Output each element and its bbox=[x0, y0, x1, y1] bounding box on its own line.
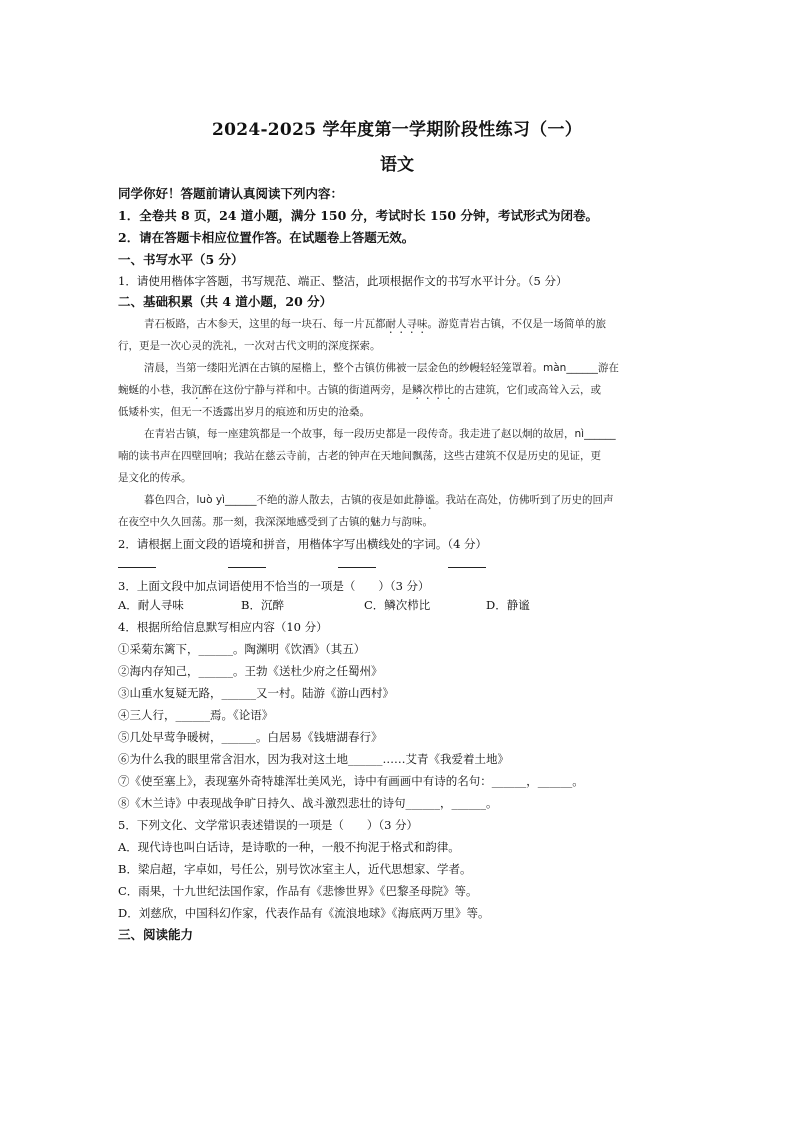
passage-line: 低矮朴实，但无一不透露出岁月的痕迹和历史的沧桑。 bbox=[118, 406, 370, 418]
answer-blank[interactable] bbox=[338, 557, 376, 568]
q4-item: ⑤几处早莺争暖树，______。白居易《钱塘湖春行》 bbox=[118, 730, 383, 744]
section-3-heading: 三、阅读能力 bbox=[118, 927, 194, 942]
question-3: 3．上面文段中加点词语使用不恰当的一项是（ ）（3 分） bbox=[118, 579, 430, 593]
q5-option-c[interactable]: C．雨果，十九世纪法国作家，作品有《悲惨世界》《巴黎圣母院》等。 bbox=[118, 884, 478, 898]
question-5: 5．下列文化、文学常识表述错误的一项是（ ）（3 分） bbox=[118, 818, 419, 832]
passage-line: 青石板路，古木参天，这里的每一块石、每一片瓦都耐人寻味。游览青岩古镇，不仅是一场简单的旅 bbox=[144, 318, 606, 330]
emphasized-word: 鳞次栉比 bbox=[412, 384, 454, 396]
passage-line: 清晨，当第一缕阳光洒在古镇的屋檐上，整个古镇仿佛被一层金色的纱幔轻轻笼罩着。màn______游在 bbox=[144, 362, 619, 374]
q4-item: ①采菊东篱下，______。陶渊明《饮酒》（其五） bbox=[118, 642, 366, 656]
emphasized-word: 耐人寻味 bbox=[385, 318, 428, 330]
q4-item: ⑧《木兰诗》中表现战争旷日持久、战斗激烈悲壮的诗句______，______。 bbox=[118, 796, 498, 810]
q3-option-c[interactable]: C．鳞次栉比 bbox=[364, 598, 431, 612]
passage-line: 在夜空中久久回荡。那一刻，我深深地感受到了古镇的魅力与韵味。 bbox=[118, 516, 433, 528]
q3-option-a[interactable]: A．耐人寻味 bbox=[118, 598, 184, 612]
answer-blank[interactable] bbox=[118, 557, 156, 568]
passage-line: 是文化的传承。 bbox=[118, 472, 192, 484]
passage-line: 暮色四合，luò yì______不绝的游人散去，古镇的夜是如此静谧。我站在高处，仿佛听到了历史的回声 bbox=[144, 494, 614, 506]
emphasized-word: 静谧 bbox=[413, 494, 435, 506]
answer-blank[interactable] bbox=[228, 557, 266, 568]
passage-line: 喃的读书声在四壁回响；我站在慈云寺前，古老的钟声在天地间飘荡，这些古建筑不仅是历史的见证，更 bbox=[118, 450, 601, 462]
emphasized-word: 沉醉 bbox=[191, 384, 213, 396]
notice-greeting: 同学你好！答题前请认真阅读下列内容： bbox=[118, 186, 344, 201]
q4-item: ③山重水复疑无路，______又一村。陆游《游山西村》 bbox=[118, 686, 394, 700]
q4-item: ④三人行，______焉。《论语》 bbox=[118, 708, 274, 722]
question-4: 4．根据所给信息默写相应内容（10 分） bbox=[118, 620, 328, 634]
q5-option-a[interactable]: A．现代诗也叫白话诗，是诗歌的一种，一般不拘泥于格式和韵律。 bbox=[118, 840, 460, 854]
answer-blanks[interactable] bbox=[118, 556, 678, 572]
notice-rule-2: 2．请在答题卡相应位置作答。在试题卷上答题无效。 bbox=[118, 230, 415, 245]
passage-line: 蜿蜒的小巷，我沉醉在这份宁静与祥和中。古镇的街道两旁，是鳞次栉比的古建筑，它们或高耸入云，或 bbox=[118, 384, 601, 396]
passage-line: 在青岩古镇，每一座建筑都是一个故事，每一段历史都是一段传奇。我走进了赵以炯的故居，nì______ bbox=[144, 428, 616, 440]
section-1-heading: 一、书写水平（5 分） bbox=[118, 252, 244, 267]
q5-option-b[interactable]: B．梁启超，字卓如，号任公，别号饮冰室主人，近代思想家、学者。 bbox=[118, 862, 472, 876]
answer-blank[interactable] bbox=[448, 557, 486, 568]
notice-rule-1: 1．全卷共 8 页，24 道小题，满分 150 分，考试时长 150 分钟，考试形式为闭卷。 bbox=[118, 208, 598, 223]
question-2: 2．请根据上面文段的语境和拼音，用楷体字写出横线处的字词。（4 分） bbox=[118, 537, 488, 551]
q4-item: ⑦《使至塞上》，表现塞外奇特雄浑壮美风光，诗中有画画中有诗的名句：______，______。 bbox=[118, 774, 584, 788]
subject-title: 语文 bbox=[380, 155, 414, 175]
passage-line: 行，更是一次心灵的洗礼，一次对古代文明的深度探索。 bbox=[118, 340, 381, 352]
question-1: 1．请使用楷体字答题，书写规范、端正、整洁，此项根据作文的书写水平计分。（5 分） bbox=[118, 274, 568, 288]
q3-option-b[interactable]: B．沉醉 bbox=[241, 598, 284, 612]
q5-option-d[interactable]: D．刘慈欣，中国科幻作家，代表作品有《流浪地球》《海底两万里》等。 bbox=[118, 906, 490, 920]
q4-item: ②海内存知己，______。王勃《送杜少府之任蜀州》 bbox=[118, 664, 383, 678]
section-2-heading: 二、基础积累（共 4 道小题，20 分） bbox=[118, 294, 333, 309]
q3-option-d[interactable]: D．静谧 bbox=[486, 598, 530, 612]
q4-item: ⑥为什么我的眼里常含泪水，因为我对这土地______……艾青《我爱着土地》 bbox=[118, 752, 509, 766]
exam-title: 2024-2025 学年度第一学期阶段性练习（一） bbox=[211, 120, 583, 140]
